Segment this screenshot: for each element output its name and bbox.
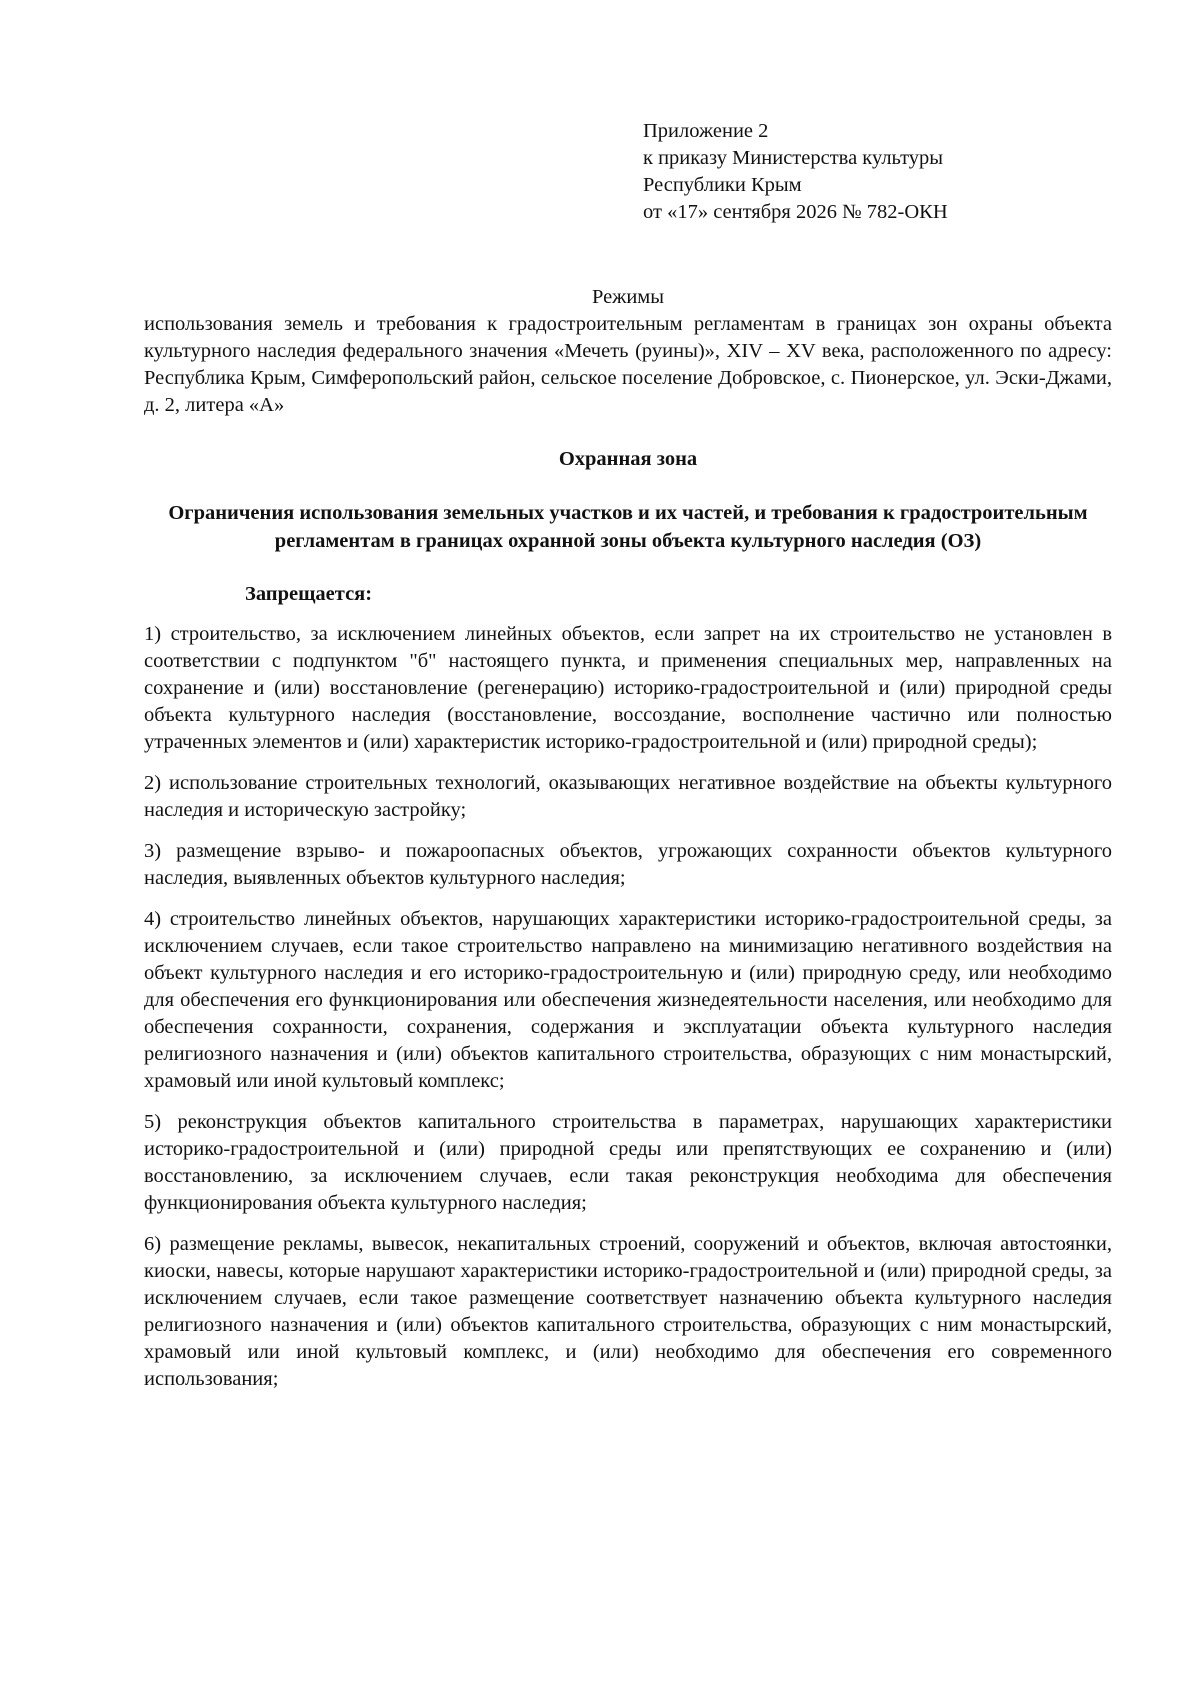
restrictions-heading: Ограничения использования земельных участков и их частей, и требования к градостроительным регламентам в границах охранной зоны объекта культурного наследия (ОЗ) — [168, 502, 1088, 552]
appendix-order-ref: к приказу Министерства культуры — [643, 147, 944, 169]
forbidden-label: Запрещается: — [245, 583, 373, 605]
appendix-republic: Республики Крым — [643, 174, 802, 196]
list-item: 4) строительство линейных объектов, нарушающих характеристики историко-градостроительной среды, за исключением случаев, если такое строительство направлено на минимизацию негативного воздействия на объект культурного наследия и его историко-градостроительную и (или) природную среду, или необходимо для обеспечения его функционирования или обеспечения жизнедеятельности населения, или необходимо для обеспечения сохранности, сохранения, содержания и эксплуатации объекта культурного наследия религиозного назначения и (или) объектов капитального строительства, образующих с ним монастырский, храмовый или иной культовый комплекс; — [144, 908, 1112, 1092]
list-item: 3) размещение взрыво- и пожароопасных объектов, угрожающих сохранности объектов культурного наследия, выявленных объектов культурного наследия; — [144, 840, 1112, 889]
document-intro: использования земель и требования к градостроительным регламентам в границах зон охраны объекта культурного наследия федерального значения «Мечеть (руины)», XIV – XV века, расположенного по адресу: Республика Крым, Симферопольский район, сельское поселение Добровское, с. Пионерское, ул. Эски-Джами, д. 2, литера «А» — [144, 313, 1112, 416]
appendix-number: Приложение 2 — [643, 120, 769, 142]
list-item: 5) реконструкция объектов капитального строительства в параметрах, нарушающих характеристики историко-градостроительной и (или) природной среды или препятствующих ее сохранению и (или) восстановлению, за исключением случаев, если такая реконструкция необходима для обеспечения функционирования объекта культурного наследия; — [144, 1111, 1112, 1214]
document-title: Режимы — [591, 286, 665, 308]
appendix-header — [643, 118, 1063, 226]
document-body — [144, 284, 1112, 1393]
zone-heading: Охранная зона — [558, 448, 698, 470]
list-item: 1) строительство, за исключением линейных объектов, если запрет на их строительство не установлен в соответствии с подпунктом "б" настоящего пункта, и применения специальных мер, направленных на сохранение и (или) восстановление (регенерацию) историко-градостроительной и (или) природной среды объекта культурного наследия (восстановление, воссоздание, восполнение частично или полностью утраченных элементов и (или) характеристик историко-градостроительной и (или) природной среды); — [144, 623, 1112, 753]
list-item: 6) размещение рекламы, вывесок, некапитальных строений, сооружений и объектов, включая автостоянки, киоски, навесы, которые нарушают характеристики историко-градостроительной и (или) природной среды, за исключением случаев, если такое размещение соответствует назначению объекта культурного наследия религиозного назначения и (или) объектов капитального строительства, образующих с ним монастырский, храмовый или иной культовый комплекс, и (или) необходимо для обеспечения его современного использования; — [144, 1233, 1112, 1390]
list-item: 2) использование строительных технологий, оказывающих негативное воздействие на объекты культурного наследия и историческую застройку; — [144, 772, 1112, 821]
appendix-order-date: от «17» сентября 2026 № 782-ОКН — [643, 201, 948, 223]
